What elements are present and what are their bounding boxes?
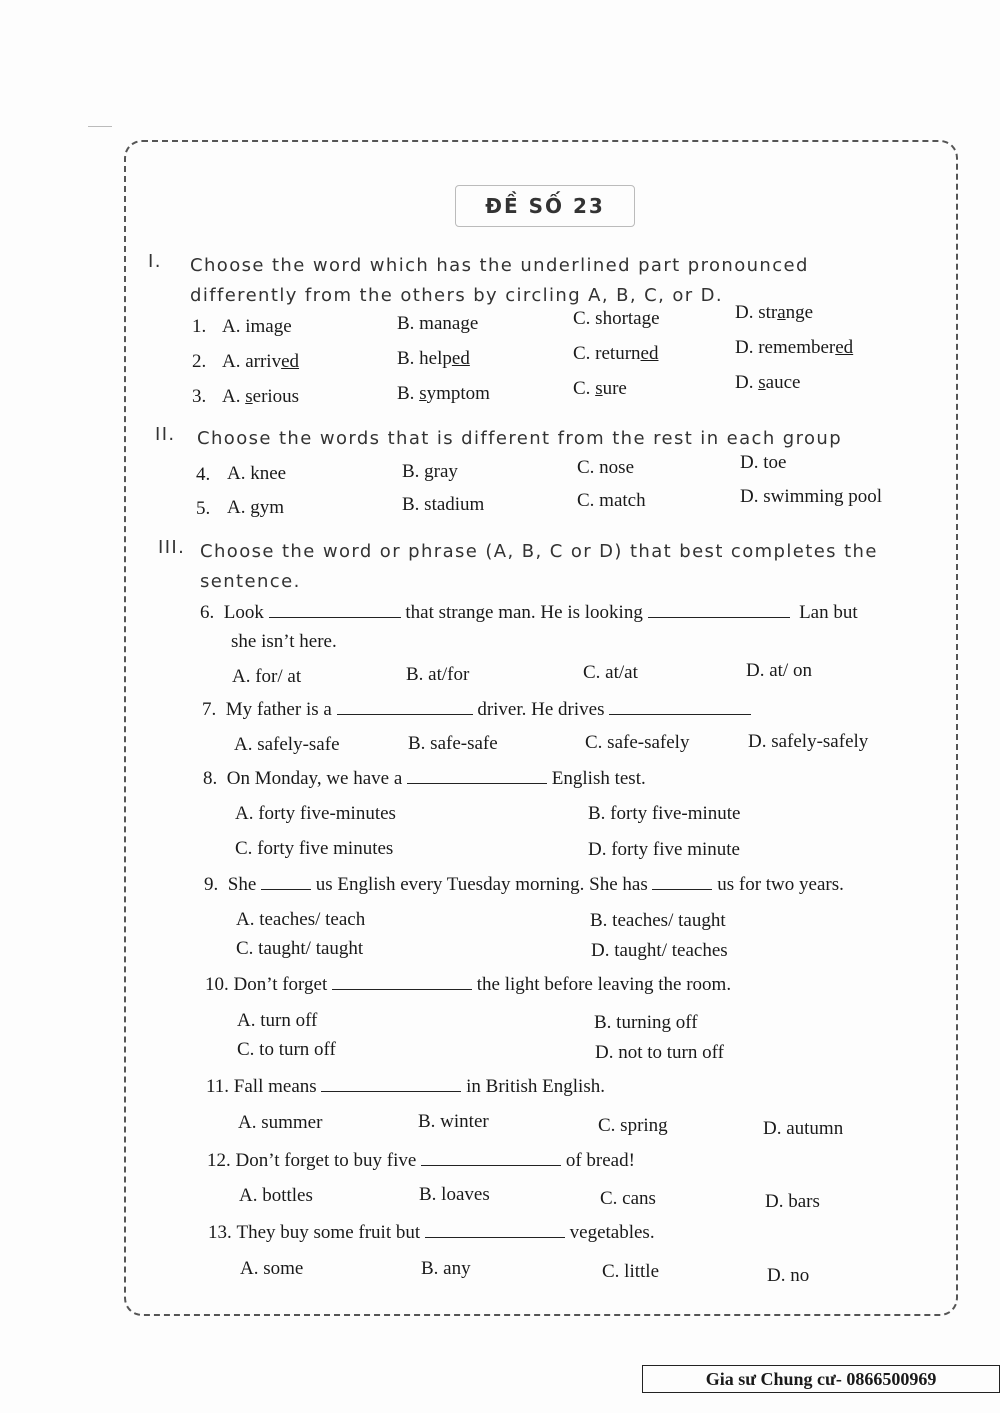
question-12: 12. Don’t forget to buy five of bread! xyxy=(207,1150,635,1171)
footer-tutor-contact: Gia sư Chung cư- 0866500969 xyxy=(642,1365,1000,1393)
option-b: B. turning off xyxy=(594,1012,698,1033)
option-d: D. taught/ teaches xyxy=(591,940,728,961)
option-a: A. turn off xyxy=(237,1010,318,1031)
option-b: B. gray xyxy=(402,461,458,482)
option-a: A. for/ at xyxy=(232,666,302,687)
option-a: A. forty five-minutes xyxy=(235,803,396,824)
question-number: 2. xyxy=(192,351,207,372)
option-d: D. sauce xyxy=(735,372,801,393)
question-7: 7. My father is a driver. He drives xyxy=(202,699,751,721)
option-d: D. toe xyxy=(740,452,787,473)
question-10: 10. Don’t forget the light before leaving the room. xyxy=(205,974,732,995)
option-c: C. little xyxy=(602,1261,659,1282)
option-d: D. bars xyxy=(765,1191,820,1212)
option-a: A. gym xyxy=(227,497,284,518)
option-d: D. safely-safely xyxy=(748,731,869,752)
option-d: D. not to turn off xyxy=(595,1042,724,1063)
option-d: D. forty five minute xyxy=(588,839,740,860)
option-c: C. nose xyxy=(577,457,634,478)
option-d: D. strange xyxy=(735,302,814,323)
question-9: 9. She us English every Tuesday morning. She has us for two years. xyxy=(204,874,844,895)
option-b: B. loaves xyxy=(419,1184,490,1205)
section-number: I. xyxy=(148,251,162,272)
question-number: 4. xyxy=(196,464,211,485)
option-c: C. at/at xyxy=(583,662,638,683)
option-b: B. helped xyxy=(397,348,470,369)
option-a: A. serious xyxy=(222,386,300,407)
option-c: C. taught/ taught xyxy=(236,938,364,959)
option-d: D. swimming pool xyxy=(740,486,882,507)
option-a: A. teaches/ teach xyxy=(236,909,366,930)
option-a: A. image xyxy=(222,316,292,337)
option-c: C. to turn off xyxy=(237,1039,336,1060)
question-number: 5. xyxy=(196,498,211,519)
option-d: D. no xyxy=(767,1265,810,1286)
option-c: C. shortage xyxy=(573,308,660,329)
option-b: B. forty five-minute xyxy=(588,803,741,824)
question-6-cont: she isn’t here. xyxy=(231,631,337,652)
option-b: B. safe-safe xyxy=(408,733,498,754)
option-a: A. arrived xyxy=(222,351,300,372)
option-b: B. any xyxy=(421,1258,471,1279)
option-b: B. winter xyxy=(418,1111,489,1132)
question-8: 8. On Monday, we have a English test. xyxy=(203,768,646,789)
option-d: D. autumn xyxy=(763,1118,844,1139)
option-a: A. knee xyxy=(227,463,287,484)
option-d: D. at/ on xyxy=(746,660,812,681)
question-11: 11. Fall means in British English. xyxy=(206,1076,605,1097)
option-c: C. returned xyxy=(573,343,659,364)
section-text: Choose the word which has the underlined part pronounced differently from the others by circling A, B, C, or D. xyxy=(190,255,809,306)
option-c: C. safe-safely xyxy=(585,732,690,753)
section-text: Choose the words that is different from the rest in each group xyxy=(197,428,843,449)
option-a: A. bottles xyxy=(239,1185,313,1206)
option-c: C. match xyxy=(577,490,646,511)
section-number: II. xyxy=(155,424,176,445)
option-b: B. at/for xyxy=(406,664,470,685)
question-number: 3. xyxy=(192,386,207,407)
question-number: 1. xyxy=(192,316,207,337)
option-b: B. manage xyxy=(397,313,479,334)
question-6: 6. Look that strange man. He is looking Lan but xyxy=(200,602,858,623)
section-number: III. xyxy=(158,537,186,558)
option-b: B. stadium xyxy=(402,494,485,515)
option-c: C. cans xyxy=(600,1188,656,1209)
exam-title: ĐỀ SỐ 23 xyxy=(455,185,635,227)
scan-mark xyxy=(88,126,112,127)
option-b: B. symptom xyxy=(397,383,490,404)
question-13: 13. They buy some fruit but vegetables. xyxy=(208,1222,655,1243)
option-c: C. spring xyxy=(598,1115,668,1136)
section-text: Choose the word or phrase (A, B, C or D) that best completes the sentence. xyxy=(200,541,878,592)
option-a: A. some xyxy=(240,1258,304,1279)
option-b: B. teaches/ taught xyxy=(590,910,726,931)
option-a: A. summer xyxy=(238,1112,323,1133)
option-c: C. forty five minutes xyxy=(235,838,394,859)
option-c: C. sure xyxy=(573,378,627,399)
option-d: D. remembered xyxy=(735,337,854,358)
option-a: A. safely-safe xyxy=(234,734,340,755)
